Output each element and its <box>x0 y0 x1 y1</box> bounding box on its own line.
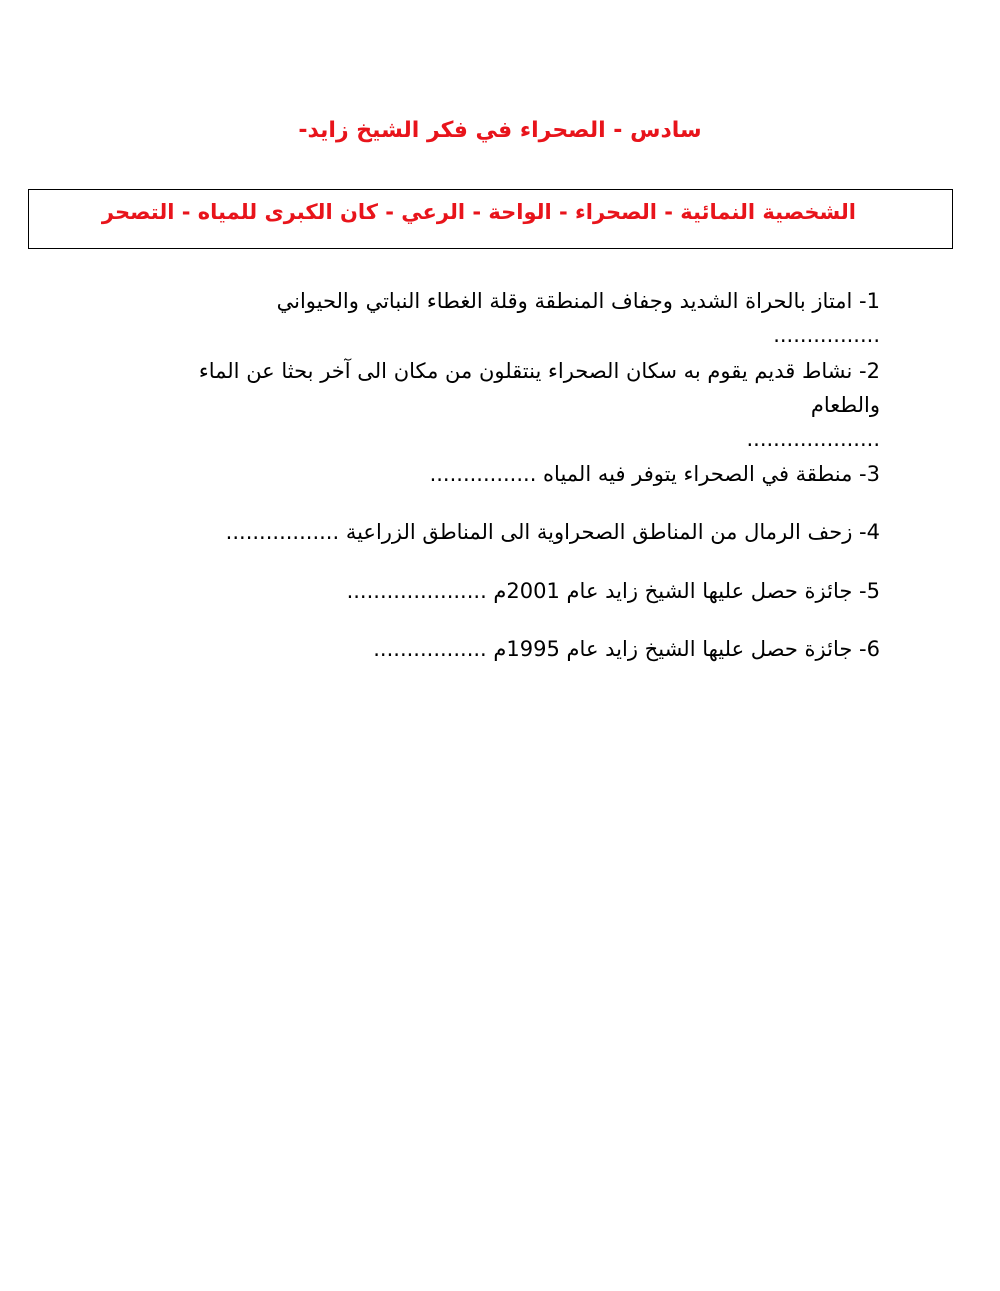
question-2 <box>150 354 880 456</box>
question-1-blank[interactable]: ................ <box>773 323 880 347</box>
question-5-text: 5- جائزة حصل عليها الشيخ زايد عام 2001م ..................... <box>346 579 880 603</box>
question-5 <box>347 574 880 608</box>
question-4-text: 4- زحف الرمال من المناطق الصحراوية الى المناطق الزراعية ................. <box>225 520 880 544</box>
worksheet-title: سادس - الصحراء في فكر الشيخ زايد- <box>298 118 702 143</box>
question-6-text: 6- جائزة حصل عليها الشيخ زايد عام 1995م ................. <box>373 637 880 661</box>
question-1 <box>277 284 880 352</box>
question-3 <box>430 457 880 491</box>
question-4 <box>226 515 880 549</box>
question-6 <box>373 632 880 666</box>
question-3-text: 3- منطقة في الصحراء يتوفر فيه المياه ................ <box>429 462 880 486</box>
question-1-text: 1- امتاز بالحراة الشديد وجفاف المنطقة وقلة الغطاء النباتي والحيواني <box>276 289 880 313</box>
question-2-blank[interactable]: .................... <box>746 427 880 451</box>
question-2-text: 2- نشاط قديم يقوم به سكان الصحراء ينتقلون من مكان الى آخر بحثا عن الماء والطعام <box>198 359 880 417</box>
word-bank-box <box>28 189 953 249</box>
word-bank-text: الشخصية النمائية - الصحراء - الواحة - الرعي - كان الكبرى للمياه - التصحر <box>101 200 856 224</box>
